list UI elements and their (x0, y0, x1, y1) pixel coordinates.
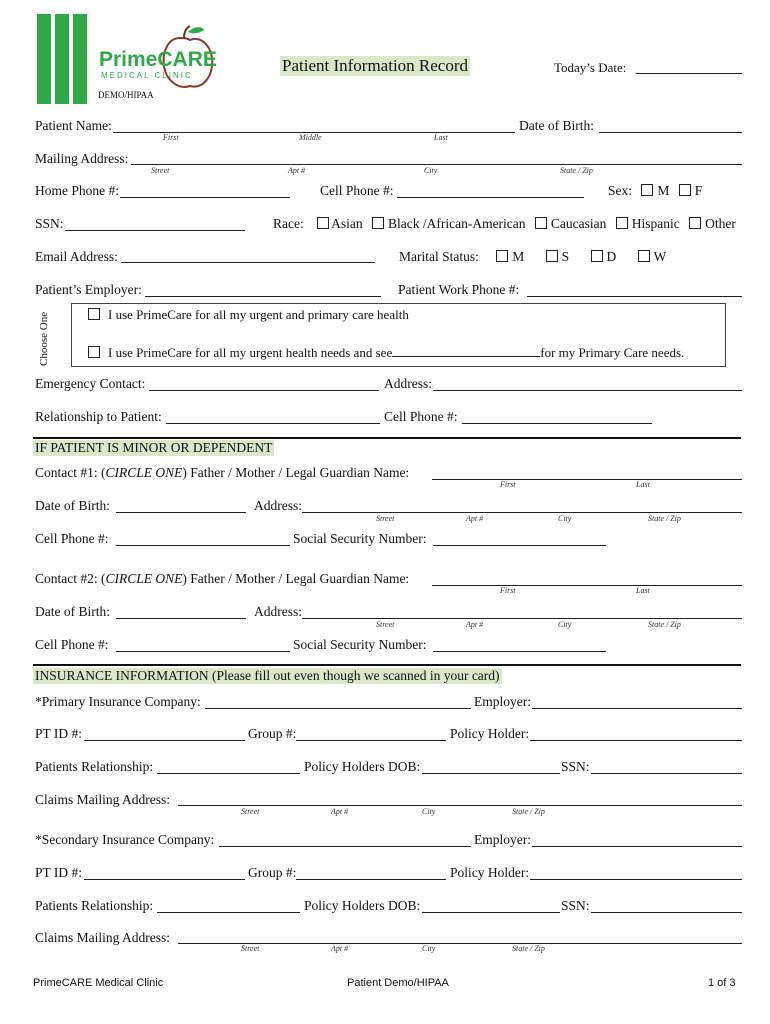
primary-company-label: *Primary Insurance Company: (35, 694, 201, 709)
option2-checkbox[interactable] (88, 346, 100, 358)
todays-date-field[interactable] (636, 73, 742, 74)
option2-label-a: I use PrimeCare for all my urgent health needs and see (108, 345, 393, 360)
employer-label: Patient’s Employer: (35, 282, 142, 297)
contact1-cell-label: Cell Phone #: (35, 531, 109, 546)
secondary-group-label: Group #: (248, 865, 297, 880)
work-phone-field[interactable] (527, 296, 742, 297)
ssn-field[interactable] (65, 230, 245, 231)
care-option-2 (88, 344, 684, 361)
option1-checkbox[interactable] (88, 308, 100, 320)
marital-w-label: W (653, 249, 667, 264)
mailing-field[interactable] (131, 164, 742, 165)
page-title: Patient Information Record (282, 56, 469, 75)
sub-last: Last (434, 133, 448, 142)
email-label: Email Address: (35, 249, 118, 264)
secondary-holder-label: Policy Holder: (450, 865, 530, 880)
contact1-sub-city: City (558, 514, 572, 523)
contact2-circle-one: CIRCLE ONE (105, 571, 183, 586)
todays-date-label: Today’s Date: (554, 60, 627, 75)
race-asian-checkbox[interactable] (317, 217, 329, 229)
primary-relationship-field[interactable] (157, 773, 300, 774)
primary-relationship-label: Patients Relationship: (35, 759, 154, 774)
marital-s-label: S (561, 249, 570, 264)
contact2-sub-city: City (558, 620, 572, 629)
primary-sub-street: Street (241, 807, 260, 816)
secondary-holder-dob-label: Policy Holders DOB: (304, 898, 421, 913)
contact2-sub-state-zip: State / Zip (648, 620, 681, 629)
employer-field[interactable] (145, 296, 381, 297)
sub-street: Street (151, 166, 170, 175)
race-black-label: Black /African-American (387, 216, 526, 231)
secondary-employer-label: Employer: (474, 832, 531, 847)
primary-holder-dob-label: Policy Holders DOB: (304, 759, 421, 774)
contact1-address-field[interactable] (302, 512, 742, 513)
secondary-claims-label: Claims Mailing Address: (35, 930, 170, 945)
contact2-sub-first: First (500, 586, 516, 595)
contact2-suffix: ) Father / Mother / Legal Guardian Name: (182, 571, 410, 586)
contact1-sub-apt: Apt # (466, 514, 484, 523)
contact2-cell-field[interactable] (116, 651, 290, 652)
secondary-sub-state-zip: State / Zip (512, 944, 545, 953)
primary-claims-label: Claims Mailing Address: (35, 792, 170, 807)
primary-holder-dob-field[interactable] (422, 773, 560, 774)
contact2-cell-label: Cell Phone #: (35, 637, 109, 652)
contact2-prefix: Contact #2: ( (35, 571, 106, 586)
patient-name-label: Patient Name: (35, 118, 112, 133)
primary-care-provider-field[interactable] (392, 344, 540, 357)
contact1-address-label: Address: (254, 498, 302, 513)
contact2-sub-apt: Apt # (466, 620, 484, 629)
mailing-label: Mailing Address: (35, 151, 129, 166)
contact2-name-field[interactable] (432, 585, 742, 586)
contact2-dob-label: Date of Birth: (35, 604, 110, 619)
marital-label: Marital Status: (399, 249, 479, 264)
contact1-cell-field[interactable] (116, 545, 290, 546)
emergency-cell-field[interactable] (462, 423, 652, 424)
sub-first: First (163, 133, 179, 142)
care-option-1 (88, 307, 409, 323)
minor-heading: IF PATIENT IS MINOR OR DEPENDENT (35, 440, 273, 455)
race-other-checkbox[interactable] (689, 217, 701, 229)
secondary-holder-field[interactable] (530, 879, 742, 880)
contact2-dob-field[interactable] (116, 618, 246, 619)
secondary-group-field[interactable] (296, 879, 446, 880)
marital-d-label: D (606, 249, 617, 264)
marital-w-checkbox[interactable] (638, 250, 650, 262)
demo-label: DEMO/HIPAA (98, 90, 154, 100)
sex-f-label: F (694, 183, 703, 198)
secondary-sub-apt: Apt # (331, 944, 349, 953)
marital-d-checkbox[interactable] (591, 250, 603, 262)
secondary-holder-dob-field[interactable] (422, 912, 560, 913)
contact1-circle-one: CIRCLE ONE (105, 465, 183, 480)
contact2-ssn-field[interactable] (433, 651, 606, 652)
sex-m-label: M (657, 183, 670, 198)
race-other-label: Other (705, 216, 736, 231)
logo-prime: Prime (99, 48, 158, 71)
primary-employer-field[interactable] (532, 708, 742, 709)
home-phone-label: Home Phone #: (35, 183, 119, 198)
choose-one-label: Choose One (38, 311, 50, 366)
work-phone-label: Patient Work Phone #: (398, 282, 520, 297)
sub-state-zip: State / Zip (560, 166, 593, 175)
secondary-ptid-field[interactable] (84, 879, 245, 880)
secondary-employer-field[interactable] (532, 846, 742, 847)
primary-employer-label: Employer: (474, 694, 531, 709)
contact1-sub-last: Last (636, 480, 650, 489)
secondary-sub-city: City (422, 944, 436, 953)
emergency-label: Emergency Contact: (35, 376, 146, 391)
secondary-ssn-field[interactable] (591, 912, 742, 913)
emergency-field[interactable] (149, 390, 379, 391)
divider-insurance (33, 664, 741, 666)
contact1-suffix: ) Father / Mother / Legal Guardian Name: (182, 465, 410, 480)
marital-m-checkbox[interactable] (496, 250, 508, 262)
contact2-sub-last: Last (636, 586, 650, 595)
ssn-label: SSN: (35, 216, 64, 231)
contact2-line (35, 571, 409, 587)
race-hispanic-checkbox[interactable] (616, 217, 628, 229)
race-caucasian-checkbox[interactable] (535, 217, 547, 229)
sex-label: Sex: (608, 183, 633, 198)
cell-phone-label: Cell Phone #: (320, 183, 394, 198)
footer-center: Patient Demo/HIPAA (347, 977, 449, 989)
contact1-prefix: Contact #1: ( (35, 465, 106, 480)
emergency-address-label: Address: (384, 376, 432, 391)
contact1-sub-street: Street (376, 514, 395, 523)
option2-label-b: for my Primary Care needs. (540, 345, 685, 360)
race-caucasian-label: Caucasian (550, 216, 607, 231)
marital-group (399, 249, 666, 265)
dob-field[interactable] (599, 132, 742, 133)
secondary-ssn-label: SSN: (561, 898, 590, 913)
contact1-line (35, 465, 409, 481)
primary-group-label: Group #: (248, 726, 297, 741)
secondary-company-field[interactable] (219, 846, 471, 847)
sub-apt: Apt # (288, 166, 306, 175)
primary-holder-label: Policy Holder: (450, 726, 530, 741)
insurance-heading: INSURANCE INFORMATION (Please fill out even though we scanned in your card) (35, 668, 500, 683)
primary-ssn-label: SSN: (561, 759, 590, 774)
contact1-dob-label: Date of Birth: (35, 498, 110, 513)
race-asian-label: Asian (331, 216, 363, 231)
emergency-cell-label: Cell Phone #: (384, 409, 458, 424)
sex-group (608, 183, 702, 199)
contact2-address-field[interactable] (302, 618, 742, 619)
primary-sub-state-zip: State / Zip (512, 807, 545, 816)
primary-sub-city: City (422, 807, 436, 816)
logo-subtitle: MEDICAL CLINIC (101, 71, 193, 80)
sub-middle: Middle (299, 133, 322, 142)
secondary-relationship-label: Patients Relationship: (35, 898, 154, 913)
race-group (273, 216, 736, 232)
secondary-sub-street: Street (241, 944, 260, 953)
race-label: Race: (273, 216, 304, 231)
secondary-claims-field[interactable] (178, 943, 742, 944)
contact1-ssn-label: Social Security Number: (293, 531, 427, 546)
dob-label: Date of Birth: (519, 118, 594, 133)
emergency-address-field[interactable] (433, 390, 742, 391)
cell-phone-field[interactable] (397, 197, 584, 198)
contact1-name-field[interactable] (432, 479, 742, 480)
primary-company-field[interactable] (205, 708, 471, 709)
secondary-relationship-field[interactable] (157, 912, 300, 913)
contact2-sub-street: Street (376, 620, 395, 629)
contact1-sub-first: First (500, 480, 516, 489)
divider-minor (33, 437, 741, 439)
primary-group-field[interactable] (296, 740, 446, 741)
home-phone-field[interactable] (120, 197, 290, 198)
primary-holder-field[interactable] (530, 740, 742, 741)
primary-ptid-field[interactable] (84, 740, 245, 741)
marital-m-label: M (512, 249, 525, 264)
primary-ptid-label: PT ID #: (35, 726, 83, 741)
sub-city: City (424, 166, 438, 175)
footer-page-number: 1 of 3 (708, 977, 736, 989)
sex-m-checkbox[interactable] (641, 184, 653, 196)
option1-label: I use PrimeCare for all my urgent and primary care health (108, 307, 409, 322)
relationship-field[interactable] (166, 423, 380, 424)
secondary-company-label: *Secondary Insurance Company: (35, 832, 215, 847)
contact2-address-label: Address: (254, 604, 302, 619)
contact1-dob-field[interactable] (116, 512, 246, 513)
race-hispanic-label: Hispanic (631, 216, 680, 231)
primary-sub-apt: Apt # (331, 807, 349, 816)
secondary-ptid-label: PT ID #: (35, 865, 83, 880)
primary-claims-field[interactable] (178, 805, 742, 806)
contact1-sub-state-zip: State / Zip (648, 514, 681, 523)
contact2-ssn-label: Social Security Number: (293, 637, 427, 652)
footer-left: PrimeCARE Medical Clinic (33, 977, 164, 989)
primary-ssn-field[interactable] (591, 773, 742, 774)
sex-f-checkbox[interactable] (679, 184, 691, 196)
race-black-checkbox[interactable] (372, 217, 384, 229)
marital-s-checkbox[interactable] (546, 250, 558, 262)
contact1-ssn-field[interactable] (433, 545, 606, 546)
logo-care: CARE (157, 48, 217, 71)
relationship-label: Relationship to Patient: (35, 409, 162, 424)
email-field[interactable] (121, 262, 375, 263)
